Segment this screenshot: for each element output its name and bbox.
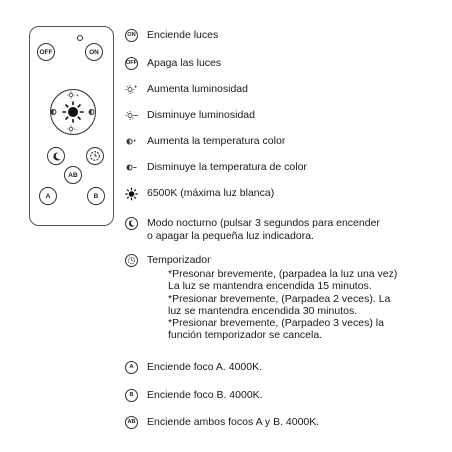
color-temp-up-icon bbox=[125, 135, 138, 148]
legend-text: Temporizador bbox=[147, 254, 211, 266]
legend-item-brightness-down bbox=[125, 109, 255, 122]
legend-text: Enciende luces bbox=[147, 29, 219, 41]
svg-text:+: + bbox=[133, 138, 137, 145]
legend-item-on bbox=[125, 29, 218, 42]
legend-item-color-temp-up bbox=[125, 135, 285, 148]
legend-text: Aumenta la temperatura color bbox=[147, 135, 286, 147]
legend-item-lamp-b bbox=[125, 389, 263, 402]
remote-night-mode-button[interactable] bbox=[47, 147, 65, 165]
legend-text: Enciende foco A. 4000K. bbox=[147, 361, 263, 373]
svg-text:+: + bbox=[134, 84, 138, 91]
remote-control bbox=[29, 26, 114, 226]
legend-text: Enciende ambos focos A y B. 4000K. bbox=[147, 416, 320, 428]
power-off-icon: OFF bbox=[125, 57, 138, 70]
svg-text:+: + bbox=[76, 93, 79, 99]
legend-item-brightness-up bbox=[125, 83, 248, 96]
legend-text: 6500K (máxima luz blanca) bbox=[147, 187, 275, 199]
legend-text: Disminuye la temperatura de color bbox=[147, 161, 307, 173]
legend-item-color-temp-down bbox=[125, 161, 307, 174]
legend-item-timer bbox=[125, 254, 211, 267]
remote-off-button[interactable]: OFF bbox=[37, 43, 55, 61]
brightness-up-icon bbox=[125, 83, 138, 96]
remote-a-button[interactable]: A bbox=[39, 187, 57, 205]
remote-b-button[interactable]: B bbox=[87, 187, 105, 205]
legend-text: Disminuye luminosidad bbox=[147, 109, 255, 121]
remote-ab-button[interactable]: AB bbox=[64, 166, 82, 184]
remote-timer-button[interactable] bbox=[86, 147, 104, 165]
legend-item-off bbox=[125, 57, 221, 70]
timer-icon bbox=[125, 254, 138, 267]
legend-text: Aumenta luminosidad bbox=[147, 83, 248, 95]
indicator-led bbox=[77, 35, 83, 41]
timer-details: *Presonar brevemente, (parpadea la luz una vez) La luz se mantendra encendida 15 minutos. *Presionar brevemente, (Parpadea 2 veces). La luz se mantendra encendida 30 minutos. *Presionar brevemente, (Parpadeo 3 veces) la función temporizador se cancela. bbox=[168, 268, 398, 342]
legend-text: Enciende foco B. 4000K. bbox=[147, 389, 263, 401]
svg-text:-: - bbox=[76, 127, 78, 133]
lamp-a-icon: A bbox=[125, 361, 138, 374]
legend-item-lamp-a bbox=[125, 361, 262, 374]
remote-control-ring bbox=[50, 89, 96, 135]
legend-item-lamp-ab bbox=[125, 416, 319, 429]
remote-on-button[interactable]: ON bbox=[85, 43, 103, 61]
legend-item-full-white bbox=[125, 187, 274, 200]
legend-item-night-mode bbox=[125, 217, 380, 242]
brightness-down-icon bbox=[125, 109, 138, 122]
power-on-icon: ON bbox=[125, 29, 138, 42]
legend-text: Modo nocturno (pulsar 3 segundos para encender o apagar la pequeña luz indicadora. bbox=[147, 217, 380, 242]
night-mode-icon bbox=[125, 217, 138, 230]
lamp-b-icon: B bbox=[125, 389, 138, 402]
lamp-ab-icon: AB bbox=[125, 416, 138, 429]
full-white-sun-icon bbox=[125, 187, 138, 200]
color-temp-down-icon bbox=[125, 161, 138, 174]
legend-text: Apaga las luces bbox=[147, 57, 222, 69]
